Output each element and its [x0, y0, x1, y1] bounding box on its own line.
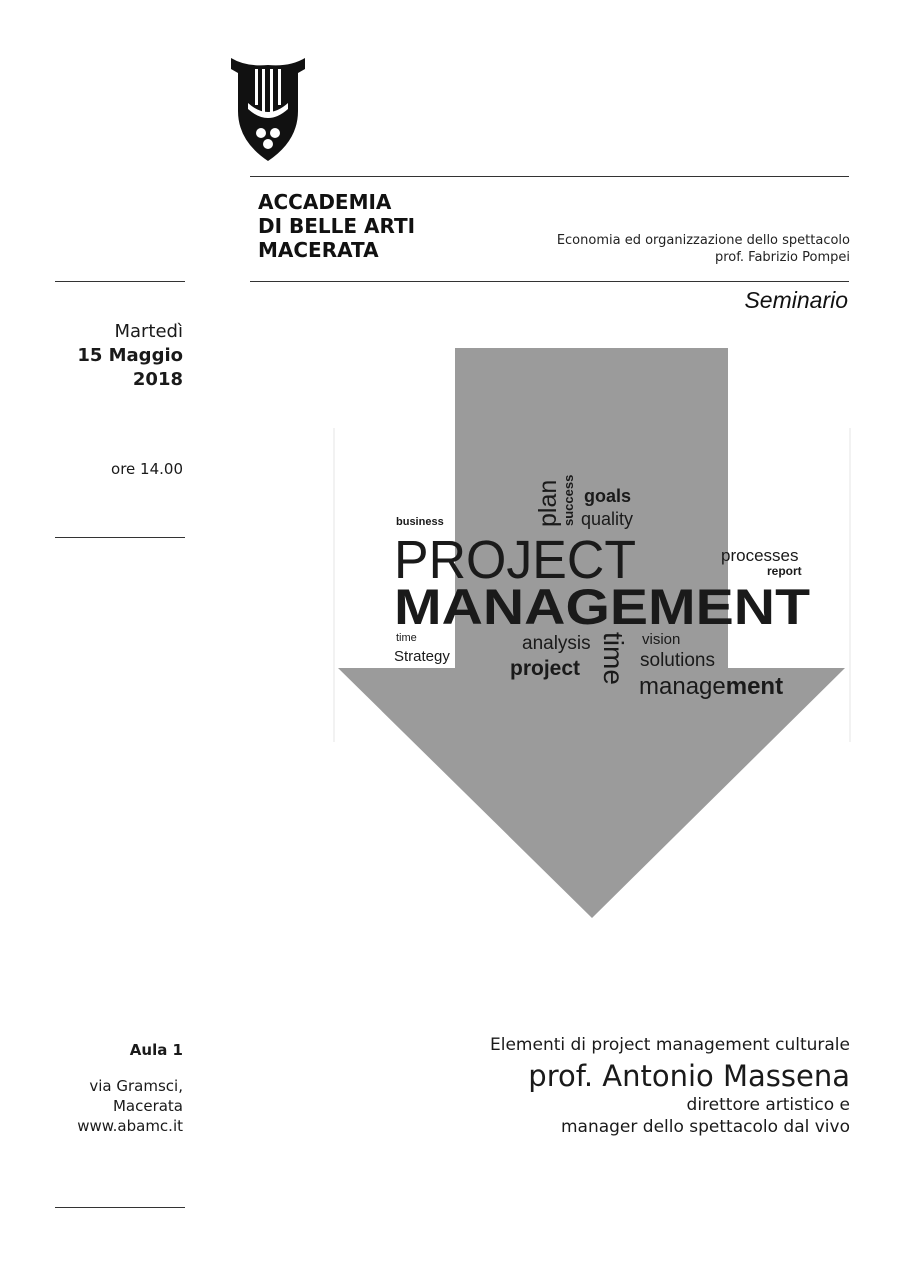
- venue-info: [77, 1040, 183, 1136]
- cloud-word-processes: processes: [721, 546, 799, 565]
- cloud-word-ment: ment: [725, 673, 784, 700]
- cloud-word-goals: goals: [584, 486, 632, 506]
- cloud-word-business: business: [396, 516, 444, 528]
- cloud-word-analysis: analysis: [522, 633, 591, 654]
- venue-address-line2: Macerata: [112, 1097, 183, 1115]
- venue-address-line1: via Gramsci,: [89, 1077, 183, 1095]
- talk-info: [490, 1034, 850, 1138]
- cloud-word-report: report: [767, 564, 802, 578]
- venue-room: Aula 1: [129, 1041, 183, 1059]
- cloud-word-strategy: Strategy: [394, 648, 450, 665]
- cloud-word-plan: plan: [534, 479, 562, 527]
- course-title: Economia ed organizzazione dello spettacolo: [556, 233, 850, 248]
- cloud-word-manage: manage: [639, 673, 726, 700]
- event-time: ore 14.00: [111, 460, 183, 478]
- cloud-word-time-vertical: time: [598, 632, 629, 685]
- cloud-word-time-small: time: [396, 632, 417, 644]
- venue-website: www.abamc.it: [77, 1117, 183, 1135]
- cloud-word-project-small: project: [510, 657, 581, 680]
- left-rule-3: [55, 1207, 185, 1208]
- cloud-word-project-large: PROJECT: [394, 530, 636, 590]
- institution-line: DI BELLE ARTI: [258, 214, 416, 238]
- institution-line: ACCADEMIA: [258, 190, 392, 214]
- cloud-word-vision: vision: [642, 631, 681, 648]
- date-year: 2018: [132, 369, 183, 390]
- cloud-word-management-large: MANAGEMENT: [394, 579, 810, 635]
- date-day-month: 15 Maggio: [77, 345, 183, 366]
- institution-line: MACERATA: [258, 238, 379, 262]
- cloud-word-quality: quality: [581, 509, 634, 529]
- talk-title: Elementi di project management culturale: [490, 1035, 850, 1055]
- course-professor: prof. Fabrizio Pompei: [715, 250, 850, 265]
- cloud-word-solutions: solutions: [640, 650, 715, 671]
- cloud-word-success: success: [561, 474, 576, 526]
- date-weekday: Martedì: [114, 321, 183, 342]
- speaker-name: prof. Antonio Massena: [528, 1059, 850, 1093]
- speaker-role-line1: direttore artistico e: [686, 1095, 850, 1115]
- speaker-role-line2: manager dello spettacolo dal vivo: [560, 1117, 850, 1137]
- cloud-word-management-small: [639, 673, 783, 700]
- event-type: Seminario: [744, 287, 848, 313]
